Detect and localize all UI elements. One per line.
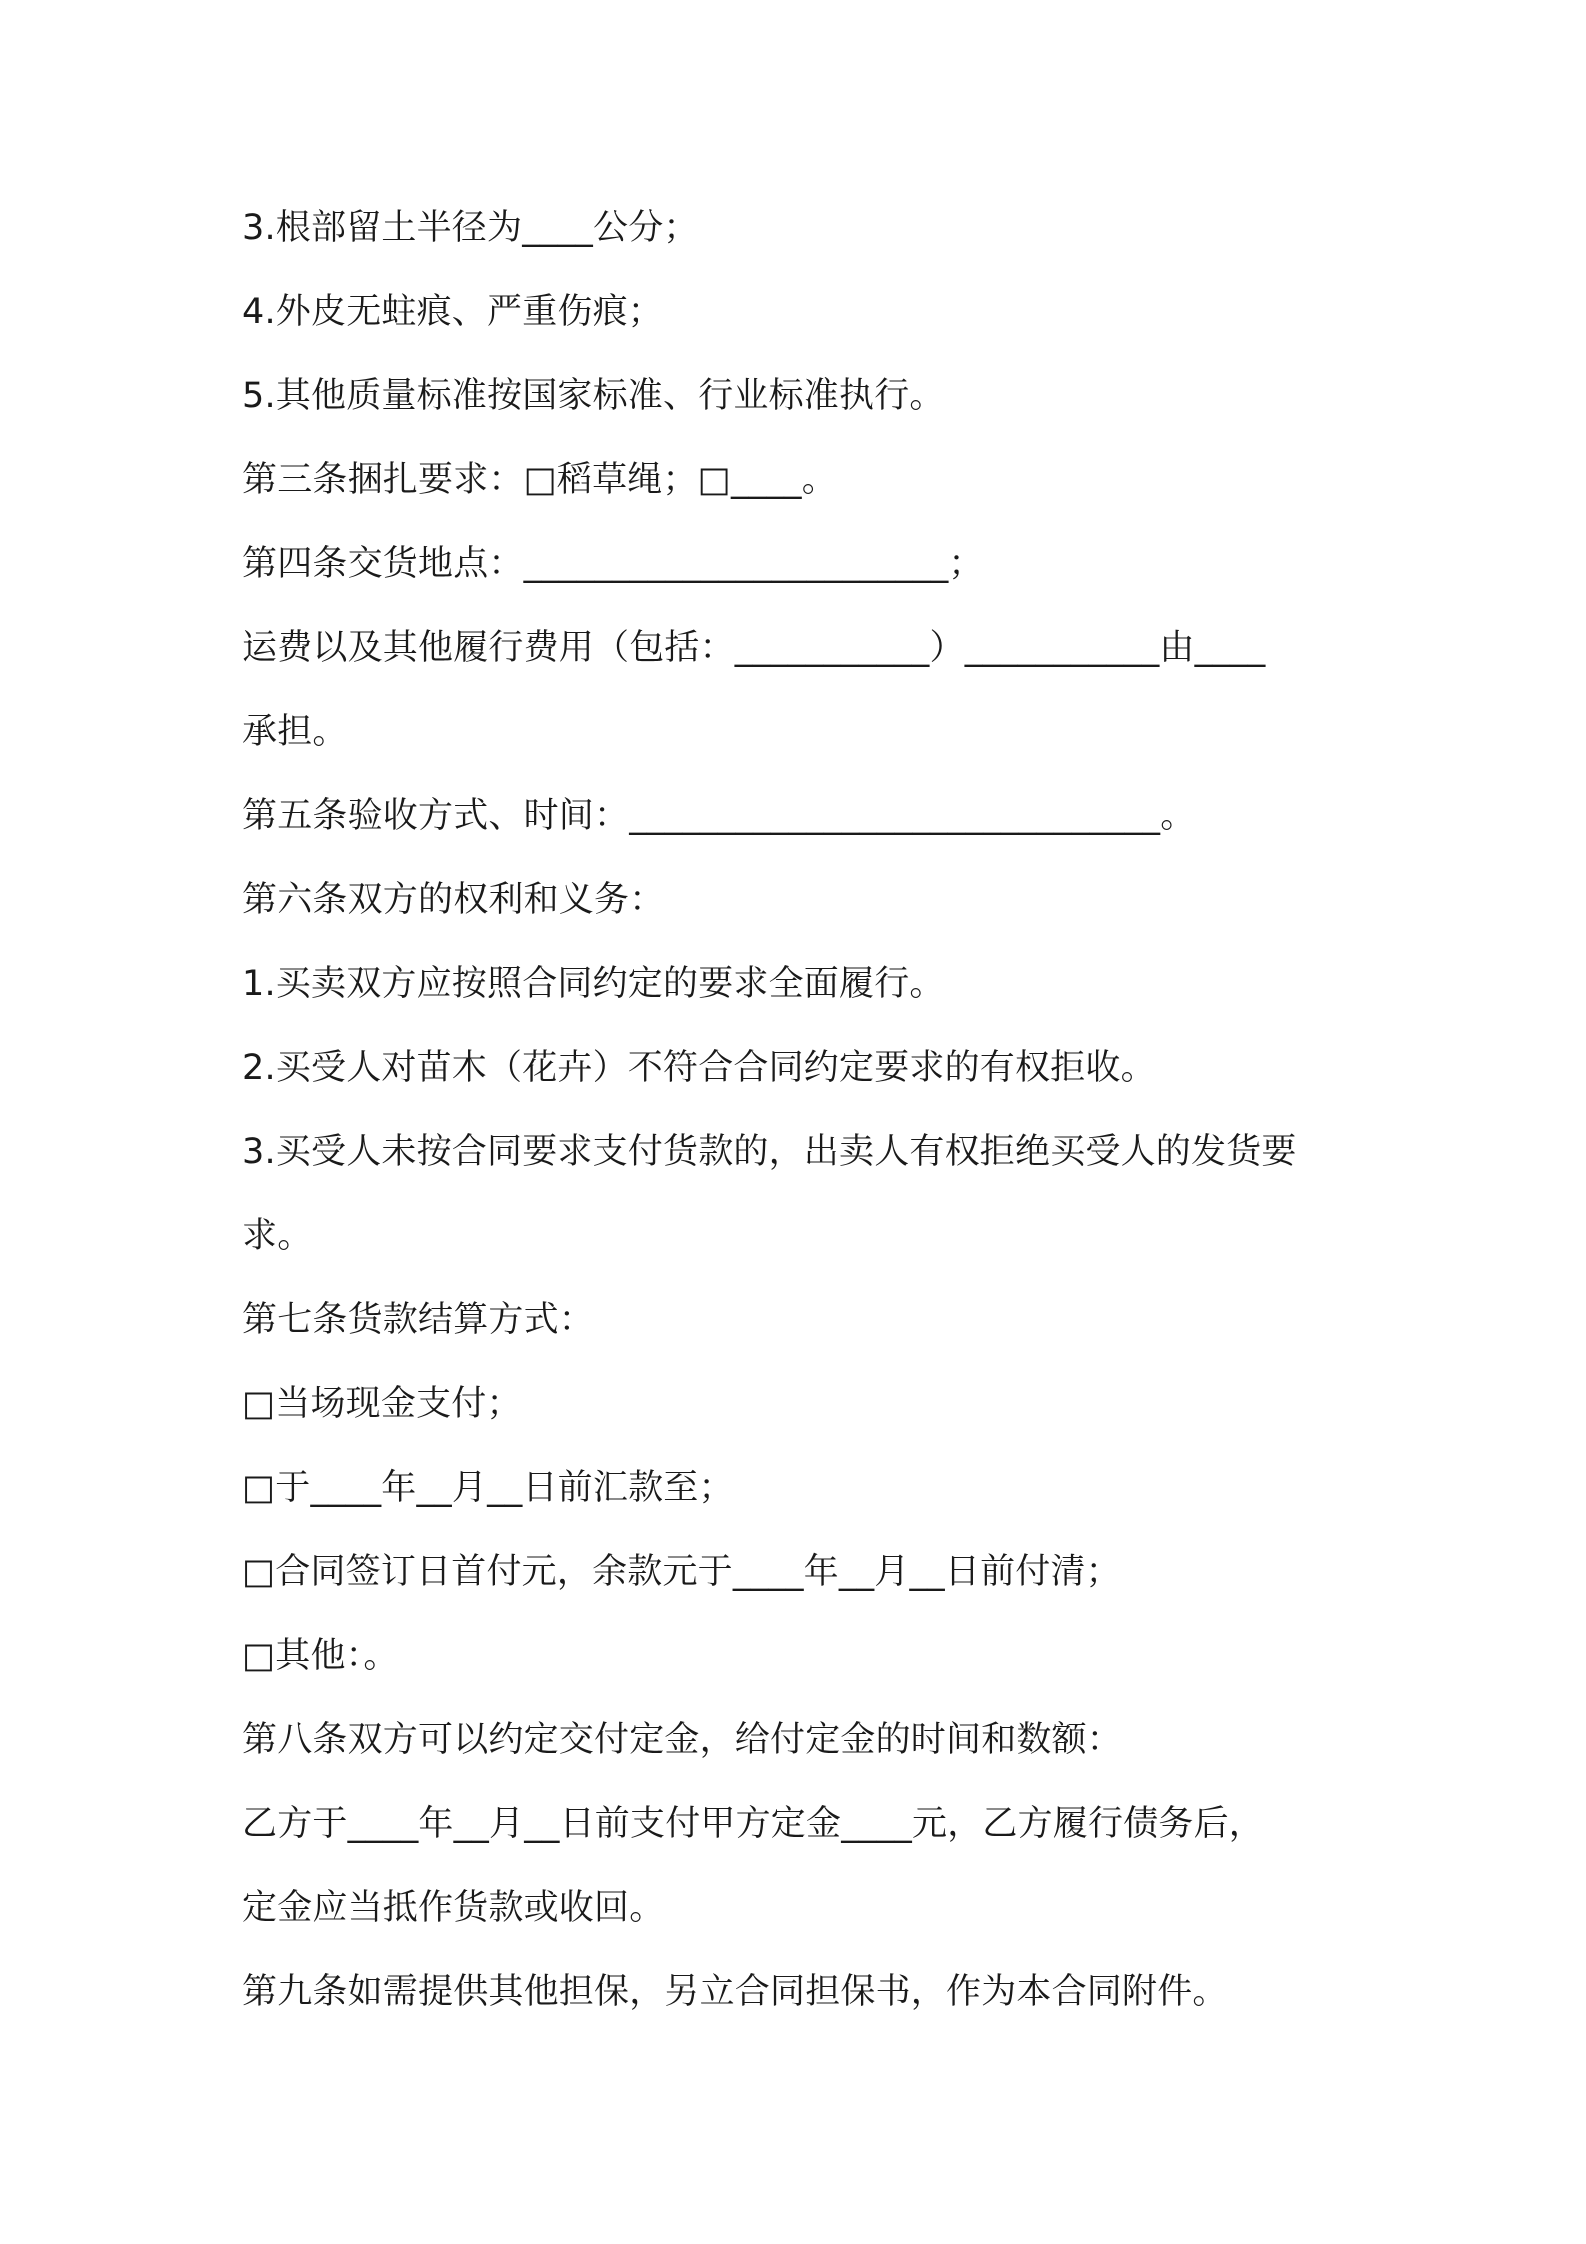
article-8-heading: 第八条双方可以约定交付定金，给付定金的时间和数额： [242,1720,1123,1760]
article-7-heading: 第七条货款结算方式： [242,1300,595,1340]
article-4-fees-continued: 承担。 [242,712,348,752]
article-8-deposit-continued: 定金应当抵作货款或收回。 [242,1888,665,1928]
article-6-item-3-continued: 求。 [242,1216,313,1256]
article-6-item-3: 3.买受人未按合同要求支付货款的，出卖人有权拒绝买受人的发货要 [242,1132,1297,1172]
clause-3-line-3: 3.根部留土半径为____公分； [242,208,699,248]
clause-3-line-4: 4.外皮无蛀痕、严重伤痕； [242,292,663,332]
clause-3-line-5: 5.其他质量标准按国家标准、行业标准执行。 [242,376,945,416]
article-5-inspection: 第五条验收方式、时间：______________________________。 [242,796,1196,836]
article-7-option-remit: □于____年__月__日前汇款至； [242,1468,734,1508]
article-4-delivery-location: 第四条交货地点：________________________； [242,544,984,584]
article-7-option-installment: □合同签订日首付元，余款元于____年__月__日前付清； [242,1552,1121,1592]
article-6-heading: 第六条双方的权利和义务： [242,880,665,920]
article-3-binding: 第三条捆扎要求：□稻草绳；□____。 [242,460,837,500]
article-4-fees-line: 运费以及其他履行费用（包括：___________）___________由____ [242,628,1266,668]
article-8-deposit-line: 乙方于____年__月__日前支付甲方定金____元，乙方履行债务后， [242,1804,1265,1844]
article-9-guarantee: 第九条如需提供其他担保，另立合同担保书，作为本合同附件。 [242,1972,1228,2012]
article-7-option-cash: □当场现金支付； [242,1384,522,1424]
article-6-item-2: 2.买受人对苗木（花卉）不符合合同约定要求的有权拒收。 [242,1048,1156,1088]
article-6-item-1: 1.买卖双方应按照合同约定的要求全面履行。 [242,964,945,1004]
article-7-option-other: □其他：。 [242,1636,399,1676]
